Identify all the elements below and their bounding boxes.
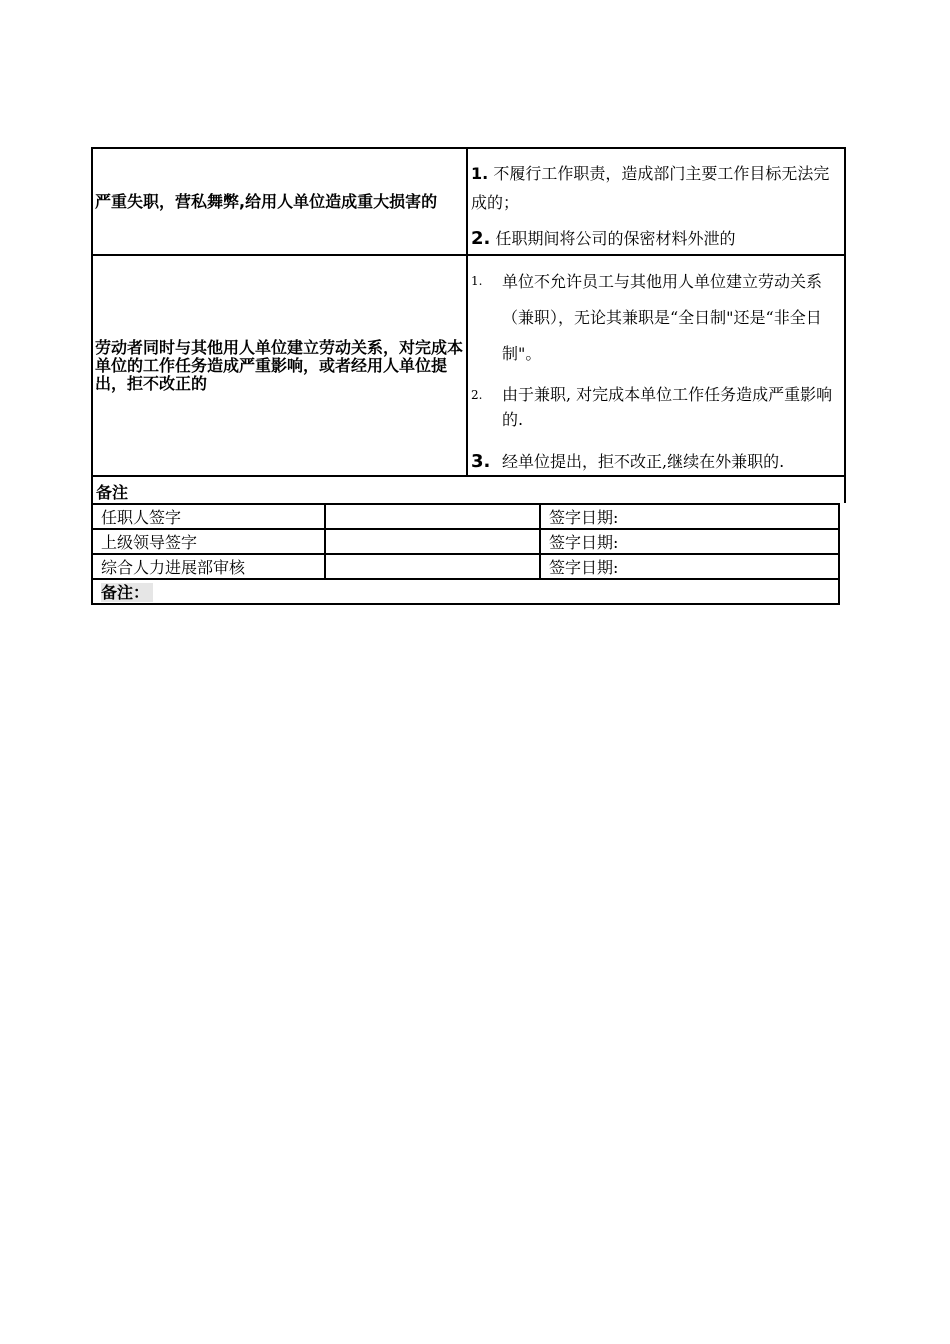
signature-field[interactable] bbox=[325, 529, 540, 554]
signature-date-label: 签字日期: bbox=[540, 504, 839, 529]
signature-table bbox=[91, 503, 840, 605]
rule-condition-cell bbox=[93, 256, 468, 475]
item-text: 单位不允许员工与其他用人单位建立劳动关系（兼职），无论其兼职是“全日制"还是“非全日制"。 bbox=[502, 272, 823, 363]
rule-condition: 严重失职，营私舞弊,给用人单位造成重大损害的 bbox=[95, 191, 438, 211]
notes-label: 备注： bbox=[101, 583, 153, 602]
signature-field[interactable] bbox=[325, 554, 540, 579]
rules-table bbox=[91, 147, 846, 477]
item-text: 任职期间将公司的保密材料外泄的 bbox=[495, 229, 736, 248]
notes-cell bbox=[92, 579, 839, 604]
rule-row bbox=[93, 149, 844, 256]
item-number: 3. bbox=[471, 451, 491, 472]
table-row bbox=[92, 529, 839, 554]
rule-item bbox=[471, 228, 735, 250]
table-row bbox=[92, 504, 839, 529]
item-number: 1. bbox=[471, 164, 489, 183]
signature-role: 上级领导签字 bbox=[92, 529, 325, 554]
signature-role: 综合人力进展部审核 bbox=[92, 554, 325, 579]
item-text: 不履行工作职责，造成部门主要工作目标无法完成的； bbox=[471, 164, 830, 212]
signature-role: 任职人签字 bbox=[92, 504, 325, 529]
rule-item bbox=[471, 159, 843, 217]
rule-row bbox=[93, 256, 844, 475]
item-text: 经单位提出，拒不改正,继续在外兼职的. bbox=[502, 452, 785, 471]
rule-details-cell bbox=[468, 256, 844, 475]
signature-date-label: 签字日期: bbox=[540, 529, 839, 554]
item-text: 由于兼职, 对完成本单位工作任务造成严重影响的. bbox=[502, 385, 833, 429]
item-number: 2. bbox=[471, 228, 491, 249]
signature-date-label: 签字日期: bbox=[540, 554, 839, 579]
item-number: 1. bbox=[471, 274, 483, 288]
table-row bbox=[92, 554, 839, 579]
remarks-row bbox=[91, 477, 846, 503]
rule-condition: 劳动者同时与其他用人单位建立劳动关系，对完成本单位的工作任务造成严重影响，或者经用人单位提出，拒不改正的 bbox=[95, 337, 464, 393]
item-number: 2. bbox=[471, 388, 483, 402]
rule-condition-cell bbox=[93, 149, 468, 254]
table-row bbox=[92, 579, 839, 604]
signature-field[interactable] bbox=[325, 504, 540, 529]
rule-details-cell bbox=[468, 149, 844, 254]
remarks-label: 备注 bbox=[96, 483, 129, 502]
